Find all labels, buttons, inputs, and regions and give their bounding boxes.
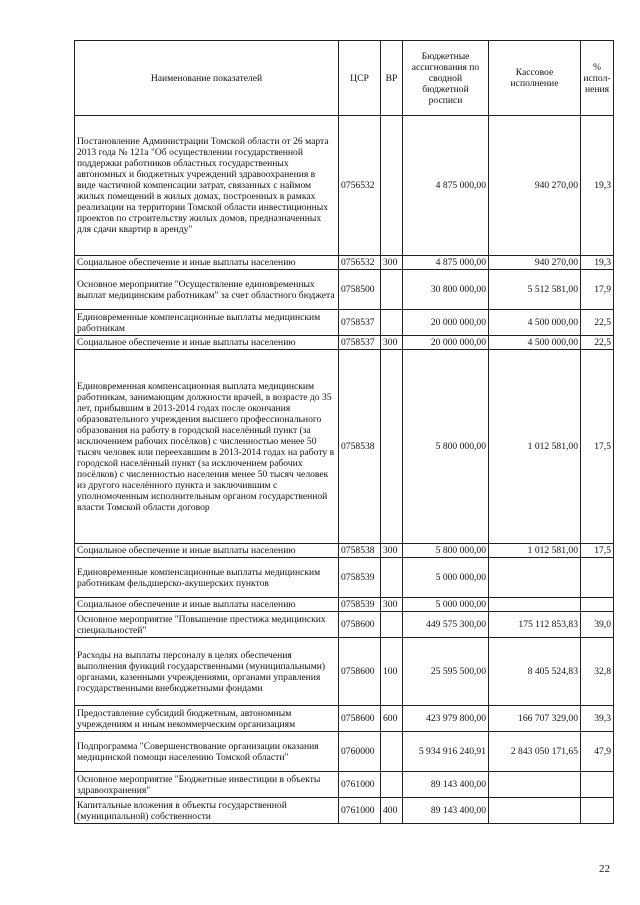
row-budget: 5 800 000,00: [403, 350, 489, 544]
row-cash: 1 012 581,00: [489, 350, 581, 544]
row-name: Единовременные компенсационные выплаты медицинским работникам: [75, 310, 339, 336]
row-cash: 2 843 050 171,65: [489, 732, 581, 772]
row-name: Единовременная компенсационная выплата медицинским работникам, занимающим должности врачей, в возрасте до 35 лет, прибывшим в 2013-2014 годах после окончания образовательного учреждения высшего профессионального образования на работу в городской населённый пункт (за исключением рабочих посёлков) с численностью менее 50 тысяч человек или переехавшим в 2013-2014 годах на работу в городской населённый пункт (за исключением рабочих посёлков) с численностью населения менее 50 тысяч человек из другого населённого пункта и заключившим с уполномоченным исполнительным органом государственной власти Томской области договор: [75, 350, 339, 544]
header-vr: ВР: [381, 41, 403, 116]
row-vr: [381, 732, 403, 772]
header-csr: ЦСР: [339, 41, 381, 116]
row-csr: 0758538: [339, 350, 381, 544]
row-csr: 0761000: [339, 772, 381, 798]
row-cash: 8 405 524,83: [489, 638, 581, 706]
row-name: Социальное обеспечение и иные выплаты населению: [75, 256, 339, 270]
row-percent: 39,0: [581, 612, 614, 638]
row-percent: [581, 772, 614, 798]
row-vr: 100: [381, 638, 403, 706]
row-vr: [381, 558, 403, 598]
row-budget: 20 000 000,00: [403, 310, 489, 336]
row-cash: 940 270,00: [489, 256, 581, 270]
row-name: Предоставление субсидий бюджетным, автономным учреждениям и иным некоммерческим организациям: [75, 706, 339, 732]
row-name: Постановление Администрации Томской области от 26 марта 2013 года № 121а "Об осуществлении государственной поддержки работников областных государственных автономных и бюджетных учреждений здравоохранения в виде частичной компенсации затрат, связанных с наймом жилых помещений в жилых домах, построенных в рамках реализации на территории Томской области инвестиционных проектов по строительству жилых домов, предназначенных для сдачи квартир в аренду": [75, 116, 339, 256]
row-csr: 0756532: [339, 116, 381, 256]
row-budget: 4 875 000,00: [403, 116, 489, 256]
row-csr: 0758600: [339, 706, 381, 732]
table-row: [75, 558, 614, 598]
row-cash: 4 500 000,00: [489, 310, 581, 336]
row-name: Социальное обеспечение и иные выплаты населению: [75, 544, 339, 558]
row-name: Подпрограмма "Совершенствование организации оказания медицинской помощи населению Томской области": [75, 732, 339, 772]
row-budget: 89 143 400,00: [403, 798, 489, 824]
row-percent: 39,3: [581, 706, 614, 732]
row-vr: 400: [381, 798, 403, 824]
row-cash: [489, 798, 581, 824]
row-name: Социальное обеспечение и иные выплаты населению: [75, 336, 339, 350]
row-csr: 0758538: [339, 544, 381, 558]
header-name: Наименование показателей: [75, 41, 339, 116]
row-budget: 5 934 916 240,91: [403, 732, 489, 772]
table-row: [75, 612, 614, 638]
row-csr: 0758537: [339, 310, 381, 336]
row-cash: 1 012 581,00: [489, 544, 581, 558]
table-row: [75, 772, 614, 798]
table-row: [75, 270, 614, 310]
row-vr: [381, 116, 403, 256]
row-cash: 166 707 329,00: [489, 706, 581, 732]
budget-table: [74, 40, 614, 824]
row-cash: [489, 772, 581, 798]
table-row: [75, 732, 614, 772]
row-budget: 30 800 000,00: [403, 270, 489, 310]
row-vr: [381, 350, 403, 544]
table-row: [75, 798, 614, 824]
row-percent: 47,9: [581, 732, 614, 772]
table-row: [75, 350, 614, 544]
table-row: [75, 116, 614, 256]
row-budget: 5 000 000,00: [403, 598, 489, 612]
row-csr: 0756532: [339, 256, 381, 270]
row-vr: 600: [381, 706, 403, 732]
table-header-row: [75, 41, 614, 116]
row-csr: 0758600: [339, 612, 381, 638]
row-percent: 17,9: [581, 270, 614, 310]
row-csr: 0758500: [339, 270, 381, 310]
header-percent: % испол-нения: [581, 41, 614, 116]
row-budget: 5 000 000,00: [403, 558, 489, 598]
row-vr: 300: [381, 598, 403, 612]
row-csr: 0758539: [339, 558, 381, 598]
row-percent: 32,8: [581, 638, 614, 706]
row-csr: 0760000: [339, 732, 381, 772]
row-percent: [581, 558, 614, 598]
table-row: [75, 336, 614, 350]
table-row: [75, 310, 614, 336]
row-csr: 0761000: [339, 798, 381, 824]
row-budget: 89 143 400,00: [403, 772, 489, 798]
row-name: Основное мероприятие "Осуществление единовременных выплат медицинским работникам" за счет областного бюджета: [75, 270, 339, 310]
table-row: [75, 256, 614, 270]
row-budget: 4 875 000,00: [403, 256, 489, 270]
header-budget: Бюджетные ассигнования по сводной бюджетной росписи: [403, 41, 489, 116]
row-percent: 19,3: [581, 256, 614, 270]
row-percent: 17,5: [581, 544, 614, 558]
row-vr: [381, 310, 403, 336]
row-name: Расходы на выплаты персоналу в целях обеспечения выполнения функций государственными (муниципальными) органами, казенными учреждениями, органами управления государственными внебюджетными фондами: [75, 638, 339, 706]
page-number: 22: [599, 863, 610, 875]
row-cash: 5 512 581,00: [489, 270, 581, 310]
row-vr: 300: [381, 256, 403, 270]
row-budget: 449 575 300,00: [403, 612, 489, 638]
row-budget: 25 595 500,00: [403, 638, 489, 706]
table-row: [75, 598, 614, 612]
row-vr: 300: [381, 544, 403, 558]
row-percent: 17,5: [581, 350, 614, 544]
row-budget: 20 000 000,00: [403, 336, 489, 350]
row-percent: [581, 598, 614, 612]
row-vr: 300: [381, 336, 403, 350]
header-cash: Кассовое исполнение: [489, 41, 581, 116]
row-percent: [581, 798, 614, 824]
row-cash: 4 500 000,00: [489, 336, 581, 350]
row-csr: 0758600: [339, 638, 381, 706]
row-vr: [381, 270, 403, 310]
row-budget: 423 979 800,00: [403, 706, 489, 732]
row-csr: 0758539: [339, 598, 381, 612]
row-percent: 22,5: [581, 336, 614, 350]
row-cash: 940 270,00: [489, 116, 581, 256]
table-row: [75, 544, 614, 558]
row-percent: 22,5: [581, 310, 614, 336]
row-cash: [489, 598, 581, 612]
row-budget: 5 800 000,00: [403, 544, 489, 558]
row-name: Основное мероприятие "Повышение престижа медицинских специальностей": [75, 612, 339, 638]
row-name: Единовременные компенсационные выплаты медицинским работникам фельдшерско-акушерских пунктов: [75, 558, 339, 598]
table-row: [75, 706, 614, 732]
row-cash: [489, 558, 581, 598]
row-cash: 175 112 853,83: [489, 612, 581, 638]
row-vr: [381, 772, 403, 798]
row-percent: 19,3: [581, 116, 614, 256]
row-vr: [381, 612, 403, 638]
row-name: Социальное обеспечение и иные выплаты населению: [75, 598, 339, 612]
table-row: [75, 638, 614, 706]
row-csr: 0758537: [339, 336, 381, 350]
row-name: Капитальные вложения в объекты государственной (муниципальной) собственности: [75, 798, 339, 824]
row-name: Основное мероприятие "Бюджетные инвестиции в объекты здравоохранения": [75, 772, 339, 798]
